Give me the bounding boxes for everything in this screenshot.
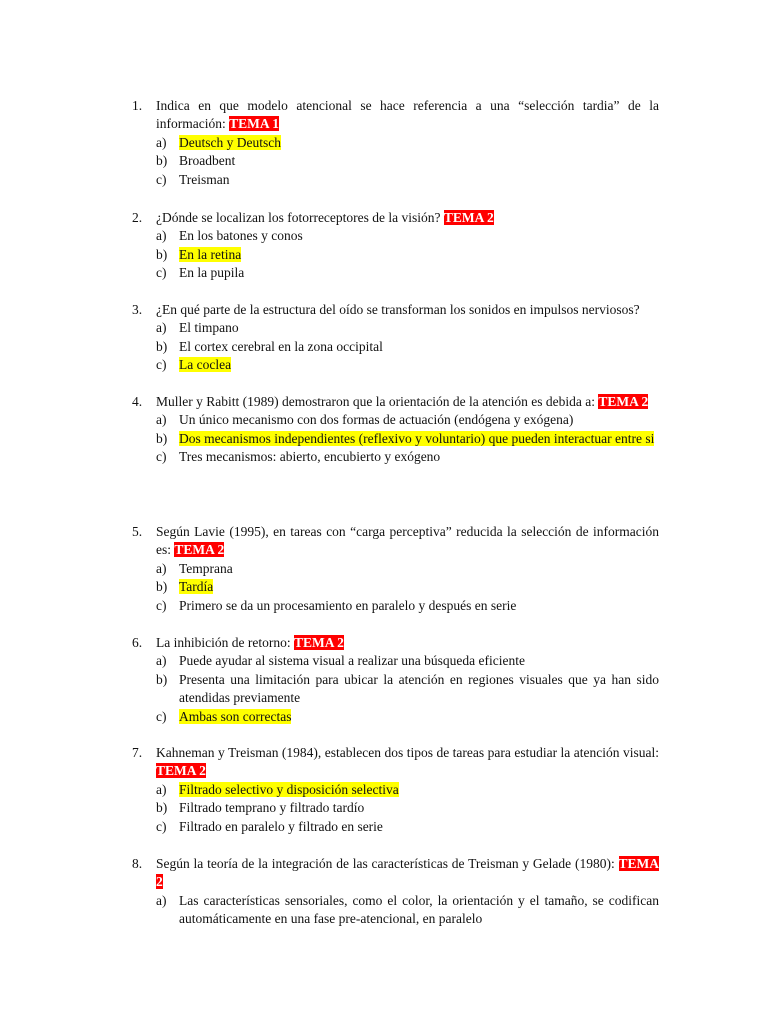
question-number: 1. [132,98,143,113]
answer-option: a) Deutsch y Deutsch [156,134,281,150]
answer-option: b) Broadbent [156,153,236,169]
answer-option: b) Tardía [156,579,214,595]
question-4 [132,393,659,467]
question-text: Muller y Rabitt (1989) demostraron que la orientación de la atención es debida a: [156,394,599,409]
question-text: ¿Dónde se localizan los fotorreceptores de la visión? [156,210,444,225]
tema-tag: TEMA 2 [156,763,206,779]
tema-tag: TEMA 2 [156,856,659,890]
answer-option: a) Temprana [156,560,233,576]
question-number: 3. [132,302,143,317]
answer-option: b) En la retina [156,246,242,262]
tema-tag: TEMA 1 [229,116,279,132]
question-number: 5. [132,524,143,539]
tema-tag: TEMA 2 [174,542,225,558]
tema-tag: TEMA 2 [443,210,494,225]
answer-option: c) Treisman [156,171,230,187]
question-text: Indica en que modelo atencional se hace referencia a una “selección tardia” de la información: [156,98,659,132]
answer-option: a) El timpano [156,320,239,336]
question-text: ¿En qué parte de la estructura del oído se transforman los sonidos en impulsos nerviosos? [156,302,640,317]
question-stem [132,301,659,319]
question-number: 2. [132,210,143,225]
correct-answer-highlight: Deutsch y Deutsch [179,134,281,150]
question-stem [132,97,659,134]
answer-option: a) Las características sensoriales, como el color, la orientación y el tamaño, se codifican automáticamente en una fase pre-atencional, en paralelo [156,892,659,927]
correct-answer-highlight: Filtrado selectivo y disposición selectiva [179,781,399,797]
question-stem [132,744,659,781]
answer-options [132,319,659,374]
answer-options [132,411,659,466]
answer-option: c) Tres mecanismos: abierto, encubierto y exógeno [156,449,441,465]
correct-answer-highlight: En la retina [179,246,242,262]
answer-options [132,781,659,836]
question-number: 6. [132,635,143,650]
question-text: Según la teoría de la integración de las características de Treisman y Gelade (1980): [156,856,619,871]
answer-option: b) Presenta una limitación para ubicar la atención en regiones visuales que ya han sido atendidas previamente [156,671,659,706]
answer-option: c) Primero se da un procesamiento en paralelo y después en serie [156,597,517,613]
answer-option: a) Puede ayudar al sistema visual a realizar una búsqueda eficiente [156,653,525,669]
question-text: Kahneman y Treisman (1984), establecen dos tipos de tareas para estudiar la atención visual: [156,745,659,760]
question-3 [132,301,659,375]
answer-option: a) Filtrado selectivo y disposición selectiva [156,781,399,797]
answer-options [132,134,659,189]
question-number: 4. [132,394,143,409]
correct-answer-highlight: Dos mecanismos independientes (reflexivo y voluntario) que pueden interactuar entre si [179,430,655,446]
answer-options [132,652,659,726]
answer-option: c) En la pupila [156,265,245,281]
correct-answer-highlight: Tardía [179,579,214,595]
tema-tag: TEMA 2 [293,635,344,650]
answer-options [132,227,659,282]
tema-tag: TEMA 2 [598,394,649,409]
question-stem [132,855,659,892]
correct-answer-highlight: Ambas son correctas [179,708,292,724]
question-5 [132,523,659,615]
question-2 [132,209,659,283]
question-number: 8. [132,856,143,871]
question-1 [132,97,659,189]
question-number: 7. [132,745,143,760]
answer-option: a) Un único mecanismo con dos formas de actuación (endógena y exógena) [156,412,574,428]
answer-option: c) Ambas son correctas [156,708,292,724]
question-stem [132,634,659,652]
answer-options [132,892,659,929]
question-8 [132,855,659,929]
correct-answer-highlight: La coclea [179,357,232,373]
answer-option: b) Filtrado temprano y filtrado tardío [156,800,365,816]
answer-option: b) El cortex cerebral en la zona occipital [156,338,383,354]
answer-option: c) La coclea [156,357,232,373]
question-stem [132,209,659,227]
question-text: Según Lavie (1995), en tareas con “carga perceptiva” reducida la selección de información es: [156,524,659,558]
question-stem [132,523,659,560]
question-text: La inhibición de retorno: [156,635,294,650]
question-7 [132,744,659,836]
answer-option: c) Filtrado en paralelo y filtrado en serie [156,818,383,834]
question-stem [132,393,659,411]
answer-options [132,560,659,615]
answer-option: b) Dos mecanismos independientes (reflexivo y voluntario) que pueden interactuar entre si [156,430,655,446]
answer-option: a) En los batones y conos [156,228,303,244]
question-6 [132,634,659,726]
